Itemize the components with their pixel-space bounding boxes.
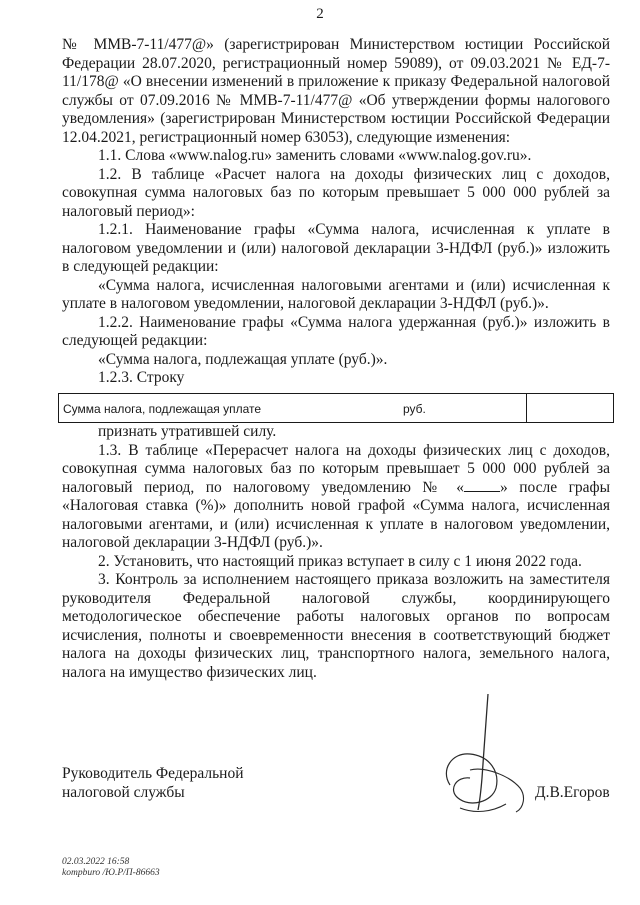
- paragraph-1-2-2-quote: «Сумма налога, подлежащая уплате (руб.)».: [98, 350, 388, 368]
- table-cell-value: [527, 394, 613, 422]
- signatory-name: Д.В.Егоров: [535, 784, 610, 801]
- table-cell-name: Сумма налога, подлежащая уплате: [63, 402, 262, 416]
- page-number: 2: [316, 6, 324, 22]
- blank-field: [464, 479, 500, 492]
- paragraph-1-2: 1.2. В таблице «Расчет налога на доходы физических лиц с доходов, совокупная сумма налоговых баз по которым превышает 5 000 000 рублей за налоговый период»:: [62, 165, 610, 220]
- document-body-top: [62, 36, 610, 388]
- table-row: [58, 393, 614, 423]
- table-cell-unit: руб.: [401, 394, 527, 422]
- paragraph-2: 2. Установить, что настоящий приказ вступает в силу с 1 июня 2022 года.: [98, 552, 582, 570]
- signatory-title-line1: Руководитель Федеральной: [62, 765, 244, 782]
- footer-stamp: [62, 857, 160, 879]
- paragraph-1-2-3: 1.2.3. Строку: [98, 369, 185, 386]
- paragraph-1-1: 1.1. Слова «www.nalog.ru» заменить словами «www.nalog.gov.ru».: [98, 147, 532, 164]
- paragraph-1-2-2: 1.2.2. Наименование графы «Сумма налога удержанная (руб.)» изложить в следующей редакции:: [62, 313, 610, 349]
- paragraph-intro: № ММВ-7-11/477@» (зарегистрирован Министерством юстиции Российской Федерации 28.07.2020, регистрационный номер 59089), от 09.03.2021 № ЕД-7-11/178@ «О внесении изменений в приложение к приказу Федеральной налоговой службы от 07.09.2016 № ММВ-7-11/477@ «Об утверждении формы налогового уведомления» (зарегистрирован Министерством юстиции Российской Федерации 12.04.2021, регистрационный номер 63053), следующие изменения:: [62, 36, 610, 146]
- paragraph-1-2-1: 1.2.1. Наименование графы «Сумма налога, исчисленная к уплате в налоговом уведомлении и (или) налоговой декларации 3-НДФЛ (руб.)» изложить в следующей редакции:: [62, 221, 610, 275]
- paragraph-3: 3. Контроль за исполнением настоящего приказа возложить на заместителя руководителя Федеральной налоговой службы, координирующего методологическое обеспечение работы налоговых органов по вопросам исчисления, полноты и своевременности внесения в соответствующий бюджет налога на доходы физических лиц, транспортного налога, земельного налога, налога на имущество физических лиц.: [62, 571, 610, 681]
- paragraph-1-2-1-quote: «Сумма налога, исчисленная налоговыми агентами и (или) исчисленная к уплате в налоговом уведомлении, налоговой декларации 3-НДФЛ (руб.)».: [62, 276, 610, 312]
- paragraph-1-3-part1: 1.3. В таблице «Перерасчет налога на доходы физических лиц с доходов, совокупная сумма налоговых баз по которым превышает 5 000 000 рублей за налоговый период, по налоговому уведомлению №: [62, 441, 610, 496]
- signatory-title: [62, 765, 244, 802]
- paragraph-1-3-part2: » после графы «Налоговая ставка (%)» дополнить новой графой «Сумма налога, исчисленная налоговыми агентами, и (или) исчисленная к уплате в налоговом уведомлении, налоговой декларации 3-НДФЛ (руб.)».: [62, 478, 611, 551]
- paragraph-1-3: 1.3. В таблице «Перерасчет налога на доходы физических лиц с доходов, совокупная сумма налоговых баз по которым превышает 5 000 000 рублей за налоговый период, по налоговому уведомлению № « » после графы «Налоговая ставка (%)» дополнить новой графой «Сумма налога, исчисленная налоговыми агентами, и (или) исчисленная к уплате в налоговом уведомлении, налоговой декларации 3-НДФЛ (руб.)».: [62, 441, 611, 551]
- paragraph-revoke: признать утратившей силу.: [98, 423, 277, 440]
- signatory-title-line2: налоговой службы: [62, 783, 185, 801]
- document-body-bottom: [62, 423, 610, 682]
- handwritten-signature: [430, 690, 540, 830]
- footer-timestamp: 02.03.2022 16:58: [62, 857, 130, 867]
- footer-author: kompburo /Ю.Р/П-86663: [62, 868, 160, 878]
